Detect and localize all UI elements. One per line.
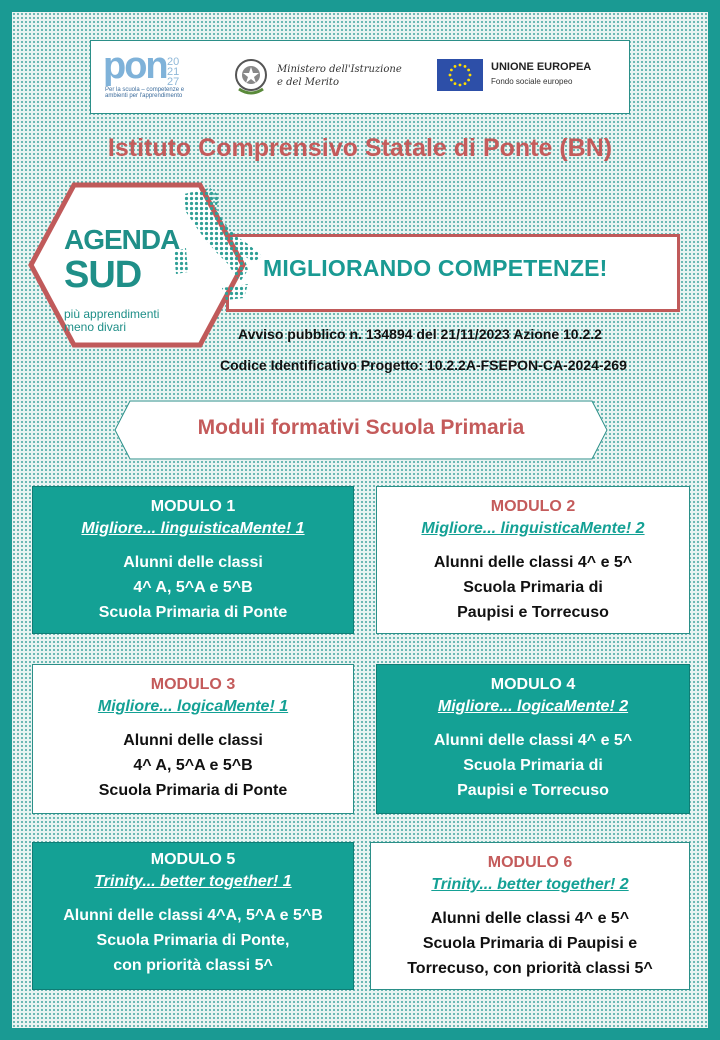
module-card-6	[370, 842, 690, 990]
module-line-3: Scuola Primaria di Ponte	[98, 604, 288, 621]
module-line-2: 4^ A, 5^A e 5^B	[133, 757, 253, 774]
module-line-3: Paupisi e Torrecuso	[457, 604, 609, 621]
module-line-1: Alunni delle classi	[123, 554, 263, 571]
eu-flag-icon	[437, 59, 483, 91]
module-label: MODULO 3	[150, 676, 236, 693]
module-line-1: Alunni delle classi 4^ e 5^	[433, 732, 633, 749]
eu-title: UNIONE EUROPEA	[491, 61, 592, 73]
module-title: Migliore... linguisticaMente! 2	[421, 520, 645, 537]
ministero-name: Ministero dell'Istruzione e del Merito	[277, 64, 402, 88]
module-label: MODULO 6	[487, 854, 573, 871]
module-line-2: Scuola Primaria di	[463, 757, 603, 774]
module-line-1: Alunni delle classi 4^A, 5^A e 5^B	[63, 907, 323, 924]
module-line-1: Alunni delle classi 4^ e 5^	[430, 910, 630, 927]
module-title: Migliore... linguisticaMente! 1	[81, 520, 305, 537]
module-line-2: Scuola Primaria di Paupisi e	[422, 935, 638, 952]
module-card-5	[32, 842, 354, 990]
avviso-line: Avviso pubblico n. 134894 del 21/11/2023 Azione 10.2.2	[238, 326, 602, 342]
italian-emblem-icon	[233, 55, 269, 97]
sud-word: SUD	[64, 254, 142, 296]
eu-subtitle: Fondo sociale europeo	[491, 77, 573, 86]
pon-logo	[103, 45, 203, 105]
section-title: Moduli formativi Scuola Primaria	[197, 416, 525, 439]
agenda-sud-logo	[64, 226, 224, 336]
module-card-4	[376, 664, 690, 814]
codice-line: Codice Identificativo Progetto: 10.2.2A-FSEPON-CA-2024-269	[220, 357, 627, 373]
module-title: Migliore... logicaMente! 2	[437, 698, 629, 715]
project-title: MIGLIORANDO COMPETENZE!	[263, 255, 608, 281]
module-card-2	[376, 486, 690, 634]
pon-wordmark: pon	[103, 45, 167, 87]
module-line-2: Scuola Primaria di	[463, 579, 603, 596]
module-line-1: Alunni delle classi 4^ e 5^	[433, 554, 633, 571]
module-line-2: 4^ A, 5^A e 5^B	[133, 579, 253, 596]
pon-years: 20 21 27	[167, 56, 180, 88]
school-title: Istituto Comprensivo Statale di Ponte (BN)	[107, 134, 613, 162]
module-card-3	[32, 664, 354, 814]
module-title: Trinity... better together! 2	[431, 876, 629, 893]
module-label: MODULO 4	[490, 676, 576, 693]
module-line-3: Torrecuso, con priorità classi 5^	[407, 960, 653, 977]
module-card-1	[32, 486, 354, 634]
module-label: MODULO 5	[150, 851, 236, 868]
agenda-word: AGENDA	[64, 224, 180, 255]
module-line-2: Scuola Primaria di Ponte,	[96, 932, 290, 949]
module-label: MODULO 1	[150, 498, 236, 515]
module-line-1: Alunni delle classi	[123, 732, 263, 749]
module-line-3: Scuola Primaria di Ponte	[98, 782, 288, 799]
module-line-3: con priorità classi 5^	[113, 957, 273, 974]
logo-strip	[90, 40, 630, 114]
module-title: Trinity... better together! 1	[94, 873, 292, 890]
module-title: Migliore... logicaMente! 1	[97, 698, 289, 715]
module-label: MODULO 2	[490, 498, 576, 515]
project-banner	[226, 234, 680, 312]
module-line-3: Paupisi e Torrecuso	[457, 782, 609, 799]
pon-tagline: Per la scuola – competenze e ambienti per l'apprendimento	[105, 87, 185, 99]
agenda-tagline: più apprendimenti meno divari	[64, 307, 160, 334]
italy-map-icon	[164, 186, 268, 310]
